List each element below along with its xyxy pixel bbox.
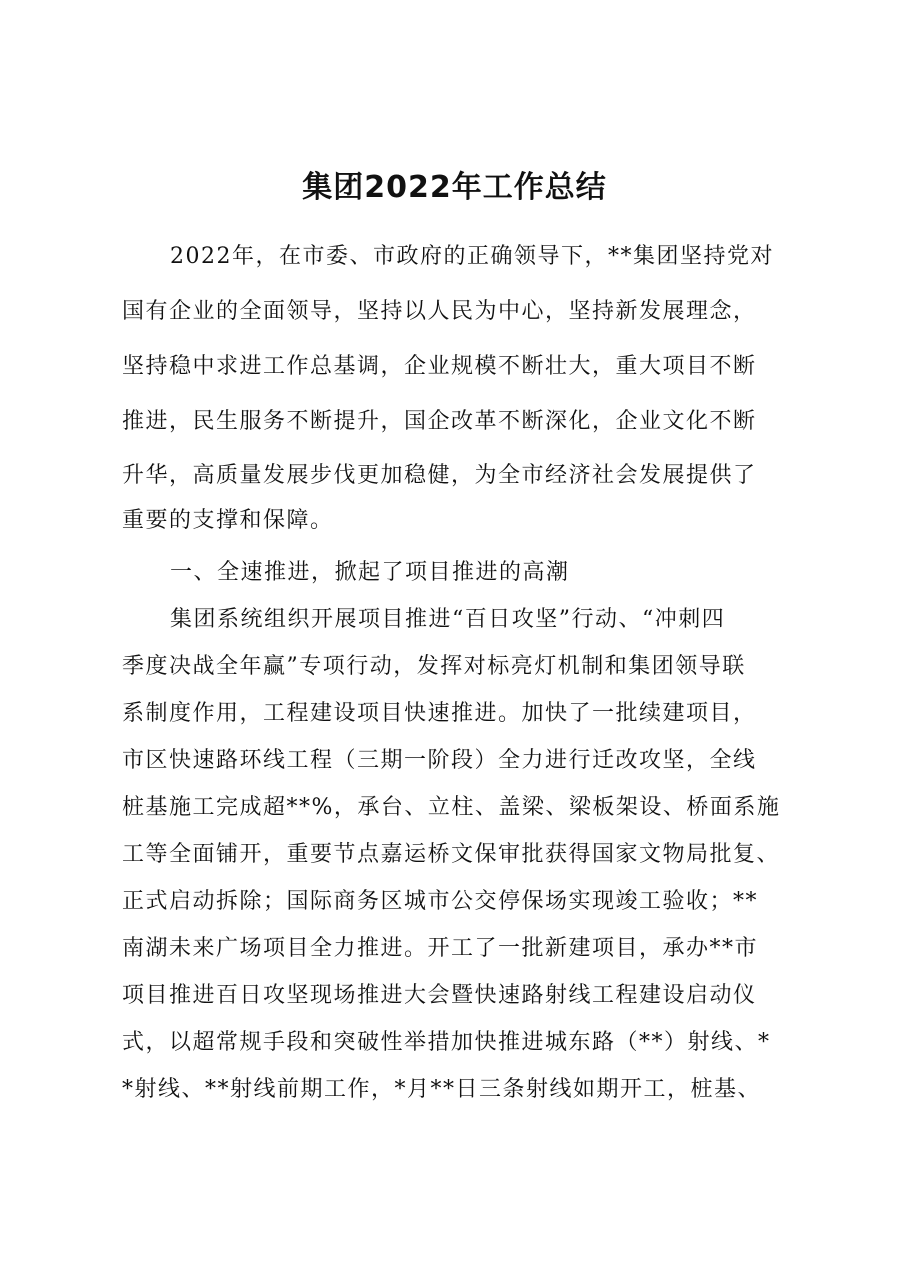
paragraph-line: 式，以超常规手段和突破性举措加快推进城东路（**）射线、* (122, 1030, 771, 1055)
paragraph-line: 2022年，在市委、市政府的正确领导下，**集团坚持党对 (170, 244, 774, 269)
section-heading: 一、全速推进，掀起了项目推进的高潮 (170, 560, 570, 585)
paragraph-line: 市区快速路环线工程（三期一阶段）全力进行迁改攻坚，全线 (122, 748, 757, 773)
paragraph-line: 工等全面铺开，重要节点嘉运桥文保审批获得国家文物局批复、 (122, 842, 781, 867)
paragraph-line: *射线、**射线前期工作，*月**日三条射线如期开工，桩基、 (122, 1077, 762, 1102)
paragraph-line: 推进，民生服务不断提升，国企改革不断深化，企业文化不断 (122, 409, 757, 434)
paragraph-line: 坚持稳中求进工作总基调，企业规模不断壮大，重大项目不断 (122, 354, 757, 379)
paragraph-line: 重要的支撑和保障。 (122, 508, 334, 533)
paragraph-line: 南湖未来广场项目全力推进。开工了一批新建项目，承办**市 (122, 936, 759, 961)
paragraph-line: 国有企业的全面领导，坚持以人民为中心，坚持新发展理念， (122, 299, 757, 324)
paragraph-line: 季度决战全年赢”专项行动，发挥对标亮灯机制和集团领导联 (122, 654, 746, 679)
paragraph-line: 升华，高质量发展步伐更加稳健，为全市经济社会发展提供了 (122, 463, 757, 488)
paragraph-line: 桩基施工完成超**%，承台、立柱、盖梁、梁板架设、桥面系施 (122, 795, 781, 820)
document-title: 集团2022年工作总结 (302, 170, 607, 205)
paragraph-line: 正式启动拆除；国际商务区城市公交停保场实现竣工验收；** (122, 889, 759, 914)
paragraph-line: 项目推进百日攻坚现场推进大会暨快速路射线工程建设启动仪 (122, 983, 757, 1008)
paragraph-line: 集团系统组织开展项目推进“百日攻坚”行动、“冲刺四 (170, 607, 726, 632)
paragraph-line: 系制度作用，工程建设项目快速推进。加快了一批续建项目， (122, 701, 757, 726)
